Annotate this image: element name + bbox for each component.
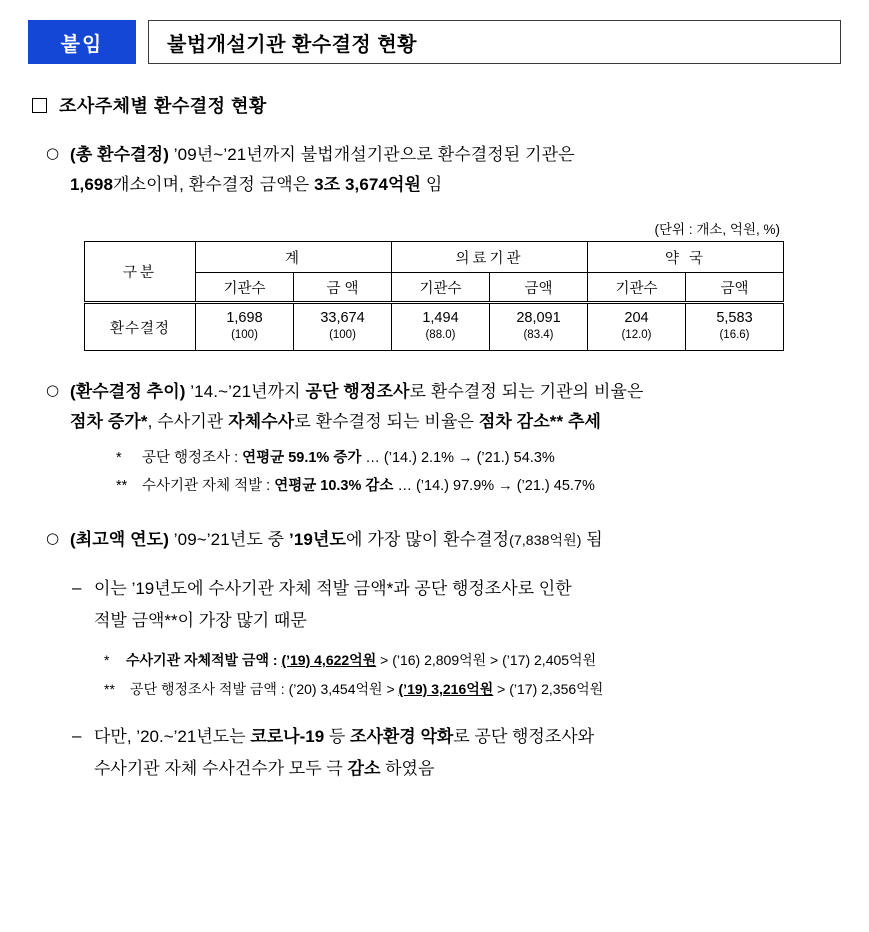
- table-subcol-pharmacy-amount: 금액: [686, 273, 784, 303]
- dash2-l2b: 감소: [347, 759, 381, 778]
- document-header: [28, 20, 841, 64]
- table-subcol-pharmacy-count: 기관수: [588, 273, 686, 303]
- b1-line2d: 임: [421, 175, 443, 194]
- sn2c: > (’17) 2,356억원: [493, 681, 604, 697]
- cell-value: 5,583: [716, 310, 753, 326]
- document-page: [0, 20, 869, 932]
- note1a: 공단 행정조사 :: [142, 450, 243, 466]
- note2a: 수사기관 자체 적발 :: [142, 478, 275, 494]
- cell-value: 204: [624, 310, 649, 326]
- small-note-1-body: [126, 647, 596, 674]
- sn1c: > (’16) 2,809억원 > (’17) 2,405억원: [376, 652, 597, 668]
- dash-mark-icon: –: [72, 578, 82, 597]
- cell-percent: (12.0): [621, 329, 652, 341]
- bullet-recovery-trend: [46, 377, 836, 437]
- b2-l2f: 추세: [563, 412, 602, 431]
- table-colgroup-pharmacy: 약 국: [588, 242, 784, 273]
- table-cell-medical-count: [392, 303, 490, 351]
- b3-label: (최고액 연도): [70, 530, 169, 549]
- cell-percent: (100): [329, 329, 356, 341]
- table-header-row-top: [85, 242, 784, 273]
- square-bullet-icon: [32, 98, 47, 113]
- asterisk-mark: *: [104, 652, 110, 668]
- table-subcol-medical-amount: 금액: [490, 273, 588, 303]
- sn2b: (’19) 3,216억원: [398, 681, 494, 697]
- asterisk-mark: *: [116, 450, 122, 466]
- sn1a: 수사기관 자체적발 금액 :: [126, 652, 282, 668]
- double-asterisk-mark: **: [104, 681, 115, 697]
- dash-bullet-reason-body: [94, 573, 572, 637]
- dash2-l1b: 코로나-19: [250, 727, 325, 746]
- table-col-division: 구분: [85, 242, 196, 303]
- table-colgroup-total: 계: [196, 242, 392, 273]
- cell-percent: (83.4): [523, 329, 554, 341]
- b2-l2e: 점차 감소**: [478, 412, 564, 431]
- b1-line2b: 개소이며, 환수결정 금액은: [113, 175, 315, 194]
- b2-l2d: 로 환수결정 되는 비율은: [294, 412, 479, 431]
- b1-line1: ’09년~’21년까지 불법개설기관으로 환수결정된 기관은: [168, 145, 575, 164]
- b2-l1d: 로 환수결정 되는 기관의 비율은: [409, 382, 644, 401]
- b2-l2a: 점차 증가*: [70, 412, 148, 431]
- note2c: … (’14.) 97.9% → (’21.) 45.7%: [393, 478, 595, 494]
- cell-value: 1,698: [226, 310, 263, 326]
- double-asterisk-mark: **: [116, 478, 128, 494]
- circle-bullet-icon: ○: [46, 529, 60, 547]
- bullet-total-recovery-body: [70, 140, 575, 200]
- dash-bullet-covid-body: [94, 721, 594, 785]
- recovery-table-wrapper: [84, 218, 784, 351]
- bullet-recovery-trend-body: [70, 377, 644, 437]
- b3-l1f: 됨: [581, 530, 603, 549]
- b1-label: (총 환수결정): [70, 145, 169, 164]
- table-subcol-total-count: 기관수: [196, 273, 294, 303]
- dash2-l1d: 조사환경 악화: [350, 727, 454, 746]
- note-line-1: [116, 445, 869, 471]
- table-unit-note: (단위 : 개소, 억원, %): [654, 222, 780, 237]
- dash2-l2c: 하였음: [380, 759, 435, 778]
- bullet-total-recovery: [46, 140, 836, 200]
- cell-value: 1,494: [422, 310, 459, 326]
- dash-bullet-reason: [72, 573, 842, 637]
- b1-count: 1,698: [70, 175, 114, 194]
- table-row-label: 환수결정: [85, 303, 196, 351]
- section-heading-label: 조사주체별 환수결정 현황: [59, 96, 267, 116]
- b2-l1b: ’14.~’21년까지: [185, 382, 306, 401]
- dash-mark-icon: –: [72, 726, 82, 745]
- note-line-2-body: [142, 473, 869, 499]
- dash2-l1e: 로 공단 행정조사와: [453, 727, 595, 746]
- cell-percent: (16.6): [719, 329, 750, 341]
- dash-bullet-covid: [72, 721, 842, 785]
- document-title: 불법개설기관 환수결정 현황: [148, 20, 841, 64]
- dash2-l1c: 등: [324, 727, 351, 746]
- table-cell-medical-amount: [490, 303, 588, 351]
- dash2-l2a: 수사기관 자체 수사건수가 모두 극: [94, 759, 348, 778]
- b3-l1e: (7,838억원): [509, 532, 582, 548]
- dash1-line1: 이는 ’19년도에 수사기관 자체 적발 금액*과 공단 행정조사로 인한: [94, 579, 572, 598]
- b2-l2c: 자체수사: [228, 412, 295, 431]
- sn1b: (’19) 4,622억원: [281, 652, 377, 668]
- b2-label: (환수결정 추이): [70, 382, 186, 401]
- b2-l1c: 공단 행정조사: [305, 382, 410, 401]
- circle-bullet-icon: ○: [46, 381, 60, 399]
- small-note-2-body: [130, 676, 603, 703]
- table-cell-total-amount: [294, 303, 392, 351]
- b1-amount: 3조 3,674억원: [314, 175, 422, 194]
- attachment-tag: 붙임: [28, 20, 136, 64]
- table-cell-pharmacy-amount: [686, 303, 784, 351]
- cell-value: 33,674: [320, 310, 365, 326]
- b3-l1c: ’19년도: [289, 530, 346, 549]
- note2b: 연평균 10.3% 감소: [274, 478, 394, 494]
- table-colgroup-medical: 의료기관: [392, 242, 588, 273]
- note-line-1-body: [142, 445, 869, 471]
- table-cell-total-count: [196, 303, 294, 351]
- cell-percent: (88.0): [425, 329, 456, 341]
- cell-percent: (100): [231, 329, 258, 341]
- dash2-l1a: 다만, ’20.~’21년도는: [94, 727, 251, 746]
- note-line-2: [116, 473, 869, 499]
- table-subcol-medical-count: 기관수: [392, 273, 490, 303]
- recovery-table: [84, 241, 784, 351]
- bullet-peak-year-body: [70, 525, 603, 555]
- dash1-line2: 적발 금액**이 가장 많기 때문: [94, 611, 307, 630]
- b3-l1b: ’09~’21년도 중: [168, 530, 290, 549]
- sn2a: 공단 행정조사 적발 금액 : (’20) 3,454억원 >: [130, 681, 399, 697]
- bullet-peak-year: [46, 525, 836, 555]
- note1c: … (’14.) 2.1% → (’21.) 54.3%: [361, 450, 555, 466]
- small-note-2: [104, 676, 869, 703]
- circle-bullet-icon: ○: [46, 144, 60, 162]
- b3-l1d: 에 가장 많이 환수결정: [346, 530, 510, 549]
- small-note-1: [104, 647, 869, 674]
- table-row: [85, 303, 784, 351]
- section-heading: [32, 92, 869, 118]
- table-cell-pharmacy-count: [588, 303, 686, 351]
- cell-value: 28,091: [516, 310, 561, 326]
- note1b: 연평균 59.1% 증가: [242, 450, 362, 466]
- b2-l2b: , 수사기관: [147, 412, 229, 431]
- table-subcol-total-amount: 금 액: [294, 273, 392, 303]
